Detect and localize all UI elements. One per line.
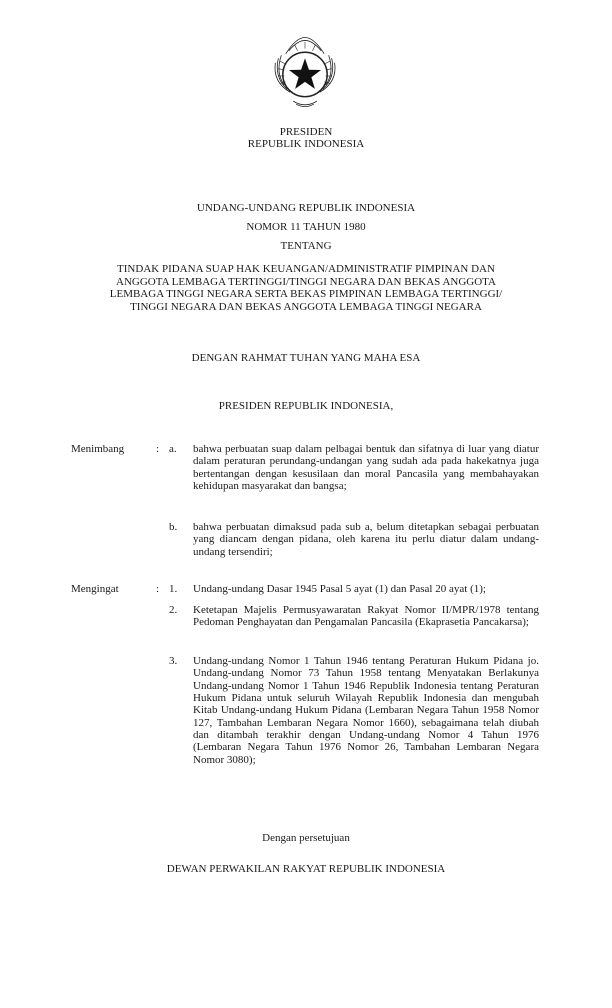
persetujuan-line: Dengan persetujuan — [262, 832, 350, 844]
subject-line: TINGGI NEGARA DAN BEKAS ANGGOTA LEMBAGA TINGGI NEGARA — [130, 300, 482, 313]
dpr-line: DEWAN PERWAKILAN RAKYAT REPUBLIK INDONESIA — [166, 863, 446, 875]
menimbang-item-b: bahwa perbuatan dimaksud pada sub a, belum ditetapkan sebagai perbuatan yang diancam dengan pidana, oleh karena itu perlu diatur dalam undang-undang tersendiri; — [193, 521, 539, 558]
law-subject — [0, 263, 612, 313]
letterhead-line-1: PRESIDEN — [279, 126, 333, 138]
letterhead-line-2: REPUBLIK INDONESIA — [247, 138, 365, 151]
mengingat-item-1: Undang-undang Dasar 1945 Pasal 5 ayat (1) dan Pasal 20 ayat (1); — [193, 583, 486, 595]
law-title-line-1: UNDANG-UNDANG REPUBLIK INDONESIA — [196, 202, 416, 214]
subject-line: TINDAK PIDANA SUAP HAK KEUANGAN/ADMINISTRATIF PIMPINAN DAN — [117, 263, 495, 275]
tentang-label: TENTANG — [280, 240, 332, 253]
item-number: b. — [169, 521, 178, 533]
item-number: 1. — [169, 583, 178, 595]
subject-line: ANGGOTA LEMBAGA TERTINGGI/TINGGI NEGARA DAN BEKAS ANGGOTA — [116, 275, 496, 288]
menimbang-label: Menimbang — [71, 443, 125, 455]
subject-line: LEMBAGA TINGGI NEGARA SERTA BEKAS PIMPINAN LEMBAGA TERTINGGI/ — [109, 288, 503, 301]
rahmat-line: DENGAN RAHMAT TUHAN YANG MAHA ESA — [191, 352, 421, 364]
mengingat-item-3: Undang-undang Nomor 1 Tahun 1946 tentang Peraturan Hukum Pidana jo. Undang-undang Nomor 73 Tahun 1958 tentang Menyatakan Berlakunya Undang-undang Nomor 1 Tahun 1946 Republik Indonesia tentang Peraturan Hukum Pidana untuk seluruh Wilayah Republik Indonesia dan mengubah Kitab Undang-undang Hukum Pidana (Lembaran Negara Tahun 1958 Nomor 127, Tambahan Lembaran Negara Nomor 1660), sebagaimana telah diubah dan ditambah terakhir dengan Undang-undang Nomor 4 Tahun 1976 (Lembaran Negara Tahun 1976 Nomor 26, Tambahan Lembaran Negara Nomor 3080); — [193, 655, 539, 766]
garuda-emblem-icon — [268, 36, 342, 110]
mengingat-item-2: Ketetapan Majelis Permusyawaratan Rakyat Nomor II/MPR/1978 tentang Pedoman Penghayatan dan Pengamalan Pancasila (Ekaprasetia Pancakarsa); — [193, 604, 539, 629]
menimbang-colon: : — [156, 443, 160, 455]
presiden-line: PRESIDEN REPUBLIK INDONESIA, — [218, 400, 394, 412]
law-number: NOMOR 11 TAHUN 1980 — [246, 221, 366, 234]
law-title — [0, 199, 612, 257]
item-number: a. — [169, 443, 177, 455]
letterhead — [0, 126, 612, 151]
mengingat-label: Mengingat — [71, 583, 119, 595]
menimbang-item-a: bahwa perbuatan suap dalam pelbagai bentuk dan sifatnya di luar yang diatur dalam peraturan perundang-undangan yang sudah ada pada hakekatnya juga bertentangan dengan kesusilaan dan moral Pancasila yang membahayakan kehidupan masyarakat dan bangsa; — [193, 443, 539, 493]
item-number: 2. — [169, 604, 178, 616]
item-number: 3. — [169, 655, 178, 667]
mengingat-colon: : — [156, 583, 160, 595]
